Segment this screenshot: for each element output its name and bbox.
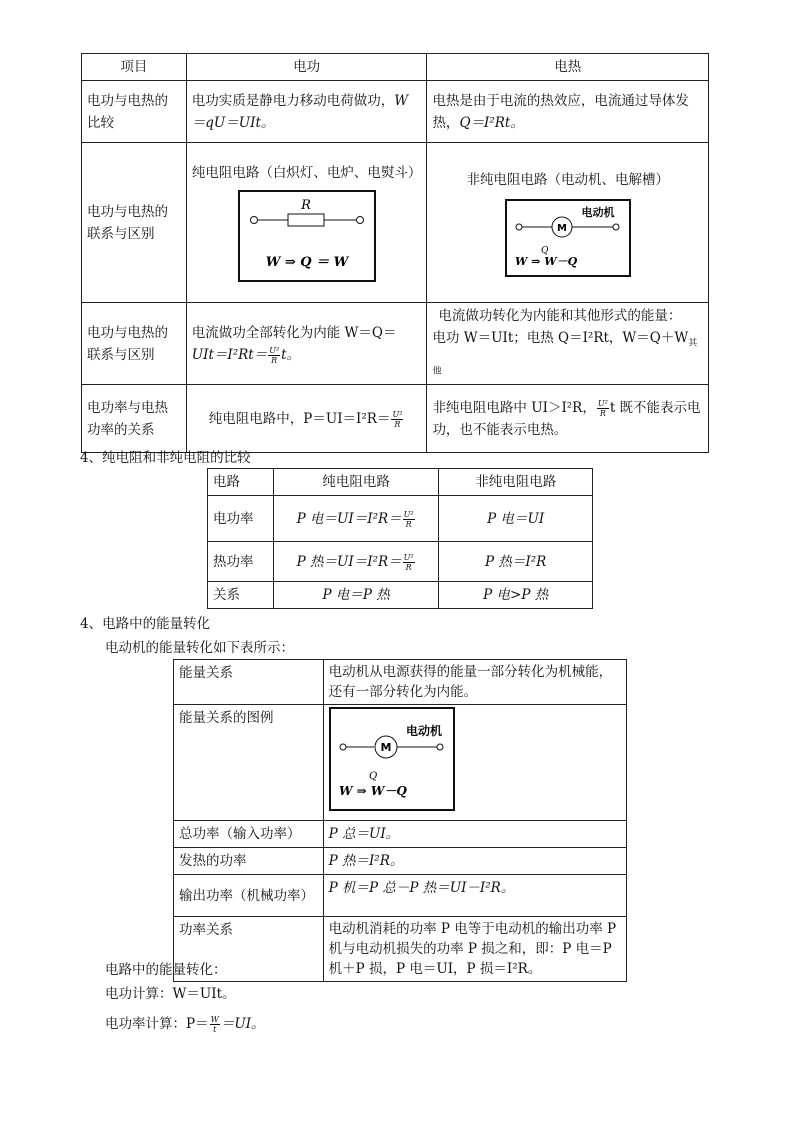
pure-power-text: 纯电阻电路中，P＝UI＝I²R＝ $\frac{\text{U²}}{R}$ — [186, 385, 427, 453]
section-heading: 4、电路中的能量转化 — [80, 616, 211, 632]
non-pure-resistance-cell — [427, 143, 709, 303]
non-pure-title: 非纯电阻电路（电动机、电解槽） — [466, 171, 669, 188]
svg-text:电动机: 电动机 — [405, 724, 442, 738]
resistor-circuit-diagram — [238, 190, 376, 282]
motor-energy-equation: W ⇒ W－Q — [514, 254, 577, 268]
section-heading: 4、纯电阻和非纯电阻的比较 — [80, 450, 251, 466]
svg-text:W ⇒ W－Q: W ⇒ W－Q — [338, 784, 407, 798]
heat-definition: 电热是由于电流的热效应，电流通过导体发热，Q＝I²Rt。 — [427, 81, 709, 143]
row-label: 电功与电热的比较 — [82, 81, 187, 143]
header-work: 电功 — [186, 54, 427, 81]
row-label: 电功与电热的联系与区别 — [82, 303, 187, 385]
svg-text:Q: Q — [368, 771, 377, 782]
pure-resistance-title: 纯电阻电路（白炽灯、电炉、电熨斗） — [191, 165, 422, 181]
resistor-label: R — [300, 198, 311, 213]
motor-symbol: M — [556, 222, 567, 234]
svg-text:M: M — [380, 741, 392, 754]
motor-energy-table: 能量关系 电动机从电源获得的能量一部分转化为机械能，还有一部分转化为内能。 能量关系的图例 M 电动机 Q W ⇒ W－Q 总功率（输入功率） P 总＝UI。 发热的功率 P 热＝I²R。 输出功率（机械功率） P 机＝P 总－P 热＝UI－I²R。 功率关系 电动机消耗的功率 P 电等于电动机的输出功率 P 机与电动机损失的功率 P 损之和，即：P 电＝P 机＋P 损，P 电＝UI，P 损＝I²R。 — [173, 659, 627, 982]
tail-text-1: 电路中的能量转化： — [105, 962, 227, 978]
row-label: 电功率与电热功率的关系 — [82, 385, 187, 453]
motor-energy-diagram — [329, 707, 455, 811]
row-label: 电功与电热的联系与区别 — [82, 143, 187, 303]
intro-text: 电动机的能量转化如下表所示： — [105, 640, 294, 656]
header-item: 项目 — [82, 54, 187, 81]
tail-text-3: 电功率计算：P＝ $\frac{W}{t}$ ＝UI。 — [105, 1015, 265, 1034]
motor-circuit-diagram — [505, 199, 631, 277]
non-pure-power-text: 非纯电阻电路中 UI＞I²R， $\frac{\text{U²}}{R}$ t 既不能表示电功，也不能表示电热。 — [427, 385, 709, 453]
work-definition: 电功实质是静电力移动电荷做功，W＝qU＝UIt。 — [186, 81, 427, 143]
pure-resistance-cell — [186, 143, 427, 303]
header-heat: 电热 — [427, 54, 709, 81]
svg-text:Q: Q — [540, 245, 549, 256]
resistance-comparison-table: 电路 纯电阻电路 非纯电阻电路 电功率 P 电＝UI＝I²R＝ $\frac{\text{U²}}{R}$ P 电＝UI 热功率 P 热＝UI＝I²R＝ $\frac{\text{U²}}{R}$ P 热＝I²R 关系 P 电＝P 热 P 电>P 热 — [207, 468, 593, 609]
energy-equation: W ⇒ Q ＝ W — [265, 255, 348, 270]
motor-label: 电动机 — [581, 205, 615, 219]
pure-energy-text: 电流做功全部转化为内能 W＝Q＝ UIt＝I²Rt＝ $\frac{\text{U²}}{R}$ t。 — [186, 303, 427, 385]
non-pure-energy-text: 电流做功转化为内能和其他形式的能量： 电功 W＝UIt；电热 Q＝I²Rt，$W=Q+W_{其他}$ — [427, 303, 709, 385]
comparison-table — [81, 53, 709, 453]
tail-text-2: 电功计算：W＝UIt。 — [105, 986, 236, 1002]
